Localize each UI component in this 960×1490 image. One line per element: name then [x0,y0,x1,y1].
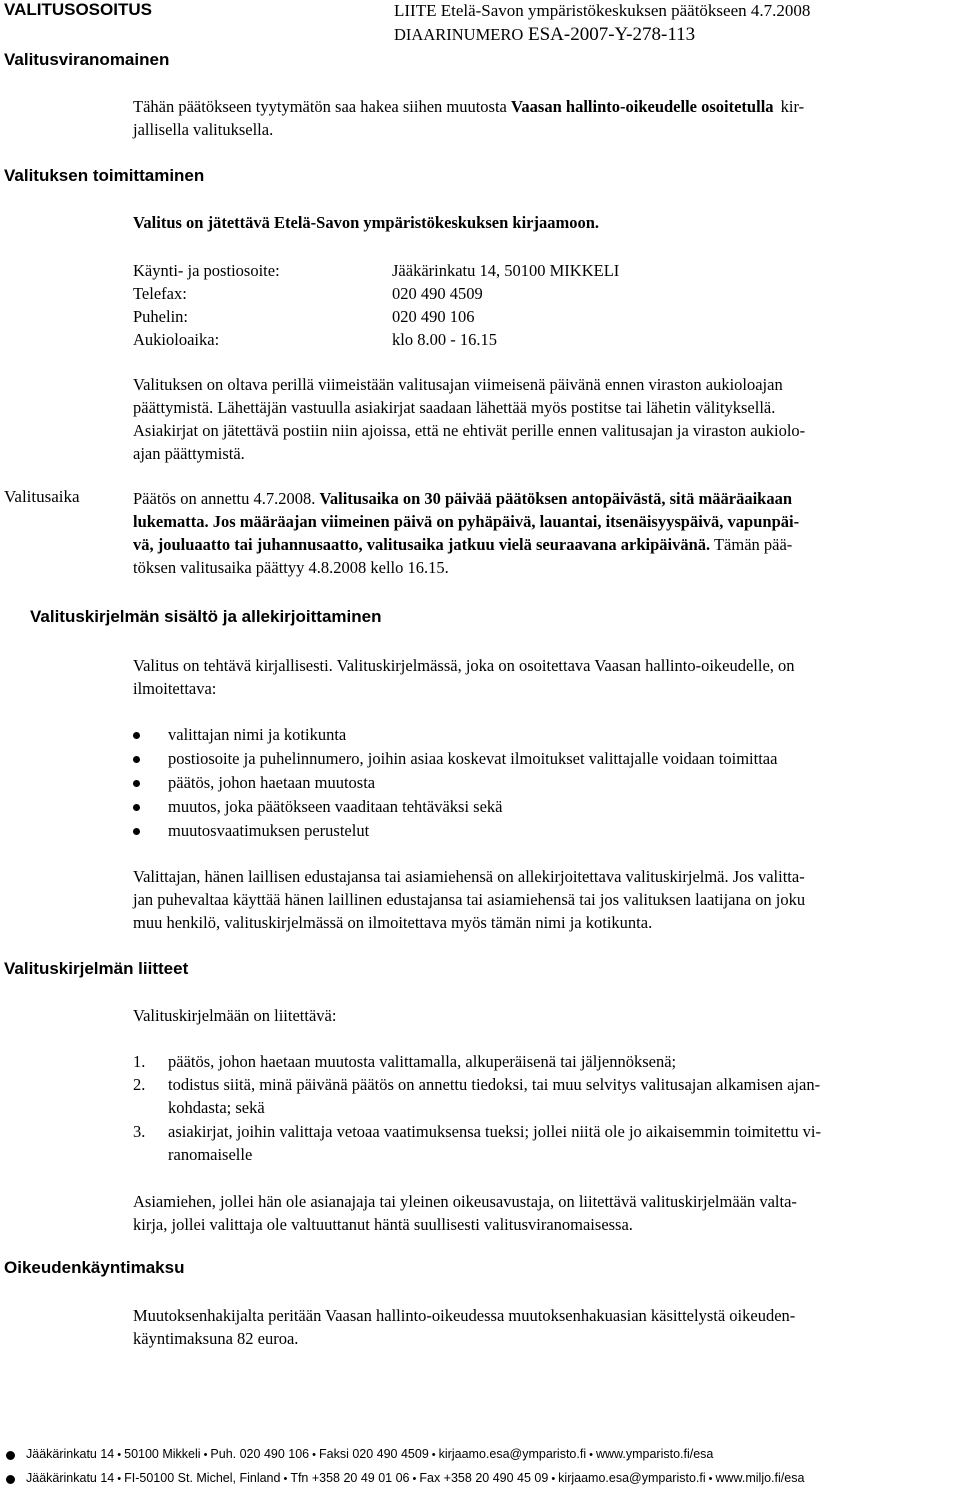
footer-contact-sv [26,1471,804,1485]
diary-number-label: DIAARINUMERO [394,25,524,44]
diary-number-value: ESA-2007-Y-278-113 [528,24,696,45]
contact-phone-value: 020 490 106 [392,307,475,326]
separator-dot-icon: • [412,1473,417,1485]
separator-dot-icon: • [312,1449,316,1461]
authority-paragraph-line2: jallisella valituksella. [133,120,274,139]
decision-date-text: Päätös on annettu 4.7.2008. [133,489,316,508]
fee-text-line: käyntimaksuna 82 euroa. [133,1329,299,1348]
footer-phone: Tfn +358 20 49 01 06 [290,1471,410,1485]
attachment-number: 3. [133,1122,146,1141]
required-item: postiosoite ja puhelinnumero, joihin asiaa koskevat ilmoitukset valittajalle voidaan toimittaa [168,749,778,768]
attachment-number: 2. [133,1075,146,1094]
diary-number [394,24,695,46]
attachment-item: todistus siitä, minä päivänä päätös on annettu tiedoksi, tai muu selvitys valitusajan alkamisen ajan- [168,1075,821,1094]
submission-lead: Valitus on jätettävä Etelä-Savon ympäristökeskuksen kirjaamoon. [133,213,600,232]
separator-dot-icon: • [117,1449,122,1461]
signature-text-line: jan puhevaltaa käyttää hänen laillinen edustajansa tai asiamiehensä tai jos valituksen laatijana on joku [133,890,806,909]
holiday-rule-end: vä, jouluaatto tai juhannusaatto, valitusaika jatkuu vielä seuraavana arkipäivänä. [133,535,711,554]
required-item: päätös, johon haetaan muutosta [168,773,376,792]
bullet-icon [133,732,140,739]
footer-address: Jääkärinkatu 14 [26,1471,115,1485]
required-item: valittajan nimi ja kotikunta [168,725,347,744]
deadline-heading: Valitusaika [4,487,80,506]
contact-address-value: Jääkärinkatu 14, 50100 MIKKELI [392,261,620,280]
separator-dot-icon: • [551,1473,556,1485]
deadline-line1 [133,487,792,511]
contact-hours-value: klo 8.00 - 16.15 [392,330,497,349]
deadline-line2 [133,510,799,534]
footer-bullet-icon [6,1451,15,1460]
content-intro-line1: Valitus on tehtävä kirjallisesti. Valituskirjelmässä, joka on osoitettava Vaasan hallinto-oikeudelle, on [133,656,795,675]
contact-address-label: Käynti- ja postiosoite: [133,261,280,280]
required-item: muutosvaatimuksen perustelut [168,821,370,840]
footer-fax: Fax +358 20 490 45 09 [419,1471,549,1485]
authority-court: Vaasan hallinto-oikeudelle osoitetulla [511,97,774,116]
footer-contact-fi [26,1447,713,1461]
footer-postal: 50100 Mikkeli [124,1447,201,1461]
deadline-rule: Valitusaika on 30 päivää päätöksen antopäivästä, sitä määräaikaan [319,489,793,508]
attachments-intro: Valituskirjelmään on liitettävä: [133,1006,337,1025]
footer-phone: Puh. 020 490 106 [210,1447,310,1461]
footer-fax: Faksi 020 490 4509 [318,1447,429,1461]
attachment-item-cont: kohdasta; sekä [168,1098,265,1117]
authority-text-end: kir- [780,97,805,116]
attachment-item: päätös, johon haetaan muutosta valittamalla, alkuperäisenä tai jäljennöksenä; [168,1052,677,1071]
attachments-heading: Valituskirjelmän liitteet [4,959,189,978]
attachment-number: 1. [133,1052,146,1071]
footer-postal: FI-50100 St. Michel, Finland [124,1471,281,1485]
submission-text-line: Valituksen on oltava perillä viimeistään valitusajan viimeisenä päivänä ennen viraston aukioloajan [133,375,783,394]
attachment-item: asiakirjat, joihin valittaja vetoaa vaatimuksensa tueksi; jollei niitä ole jo aikaisemmin toimitettu vi- [168,1122,821,1141]
attachment-item-cont: ranomaiselle [168,1145,253,1164]
deadline-line4: töksen valitusaika päättyy 4.8.2008 kello 16.15. [133,558,449,577]
deadline-end-text: Tämän pää- [713,535,793,554]
footer-address: Jääkärinkatu 14 [26,1447,115,1461]
footer-website-link[interactable]: www.ymparisto.fi/esa [595,1447,714,1461]
agent-text-line: Asiamiehen, jollei hän ole asianajaja tai yleinen oikeusavustaja, on liitettävä valituskirjelmään valta- [133,1192,797,1211]
document-title: VALITUSOSOITUS [4,0,152,19]
separator-dot-icon: • [589,1449,593,1461]
separator-dot-icon: • [431,1449,436,1461]
content-intro-line2: ilmoitettava: [133,679,217,698]
contact-fax-label: Telefax: [133,284,187,303]
agent-text-line: kirja, jollei valittaja ole valtuuttanut häntä suullisesti valitusviranomaisessa. [133,1215,633,1234]
separator-dot-icon: • [283,1473,288,1485]
deadline-rule-end: lukematta. [133,512,209,531]
submission-text-line: päättymistä. Lähettäjän vastuulla asiakirjat saadaan lähettää myös postitse tai lähetin välityksellä. [133,398,776,417]
attachment-reference: LIITE Etelä-Savon ympäristökeskuksen päätökseen 4.7.2008 [394,1,811,20]
appeal-authority-heading: Valitusviranomainen [4,50,170,69]
submission-heading: Valituksen toimittaminen [4,166,205,185]
footer-email-link[interactable]: kirjaamo.esa@ymparisto.fi [558,1471,706,1485]
footer-email-link[interactable]: kirjaamo.esa@ymparisto.fi [438,1447,587,1461]
separator-dot-icon: • [117,1473,122,1485]
footer-bullet-icon [6,1475,15,1484]
bullet-icon [133,828,140,835]
contact-fax-value: 020 490 4509 [392,284,483,303]
holiday-rule: Jos määräajan viimeinen päivä on pyhäpäivä, lauantai, itsenäisyyspäivä, vapunpäi- [212,512,800,531]
contact-hours-label: Aukioloaika: [133,330,220,349]
signature-text-line: Valittajan, hänen laillisen edustajansa tai asiamiehensä on allekirjoitettava valituskirjelmä. Jos valitta- [133,867,805,886]
content-section-heading: Valituskirjelmän sisältö ja allekirjoittaminen [30,607,382,626]
fee-text-line: Muutoksenhakijalta peritään Vaasan hallinto-oikeudessa muutoksenhakuasian käsittelystä oikeuden- [133,1306,796,1325]
authority-text: Tähän päätökseen tyytymätön saa hakea siihen muutosta [133,97,507,116]
bullet-icon [133,804,140,811]
bullet-icon [133,780,140,787]
submission-text-line: ajan päättymistä. [133,444,245,463]
required-item: muutos, joka päätökseen vaaditaan tehtäväksi sekä [168,797,503,816]
submission-text-line: Asiakirjat on jätettävä postiin niin ajoissa, että ne ehtivät perille ennen valitusajan ja viraston aukiolo- [133,421,806,440]
separator-dot-icon: • [203,1449,208,1461]
signature-text-line: muu henkilö, valituskirjelmässä on ilmoitettava myös tämän nimi ja kotikunta. [133,913,653,932]
contact-phone-label: Puhelin: [133,307,189,326]
footer-website-link[interactable]: www.miljo.fi/esa [715,1471,805,1485]
deadline-line3 [133,533,792,557]
fee-heading: Oikeudenkäyntimaksu [4,1258,185,1277]
separator-dot-icon: • [708,1473,713,1485]
bullet-icon [133,756,140,763]
authority-paragraph-line1 [133,95,804,119]
